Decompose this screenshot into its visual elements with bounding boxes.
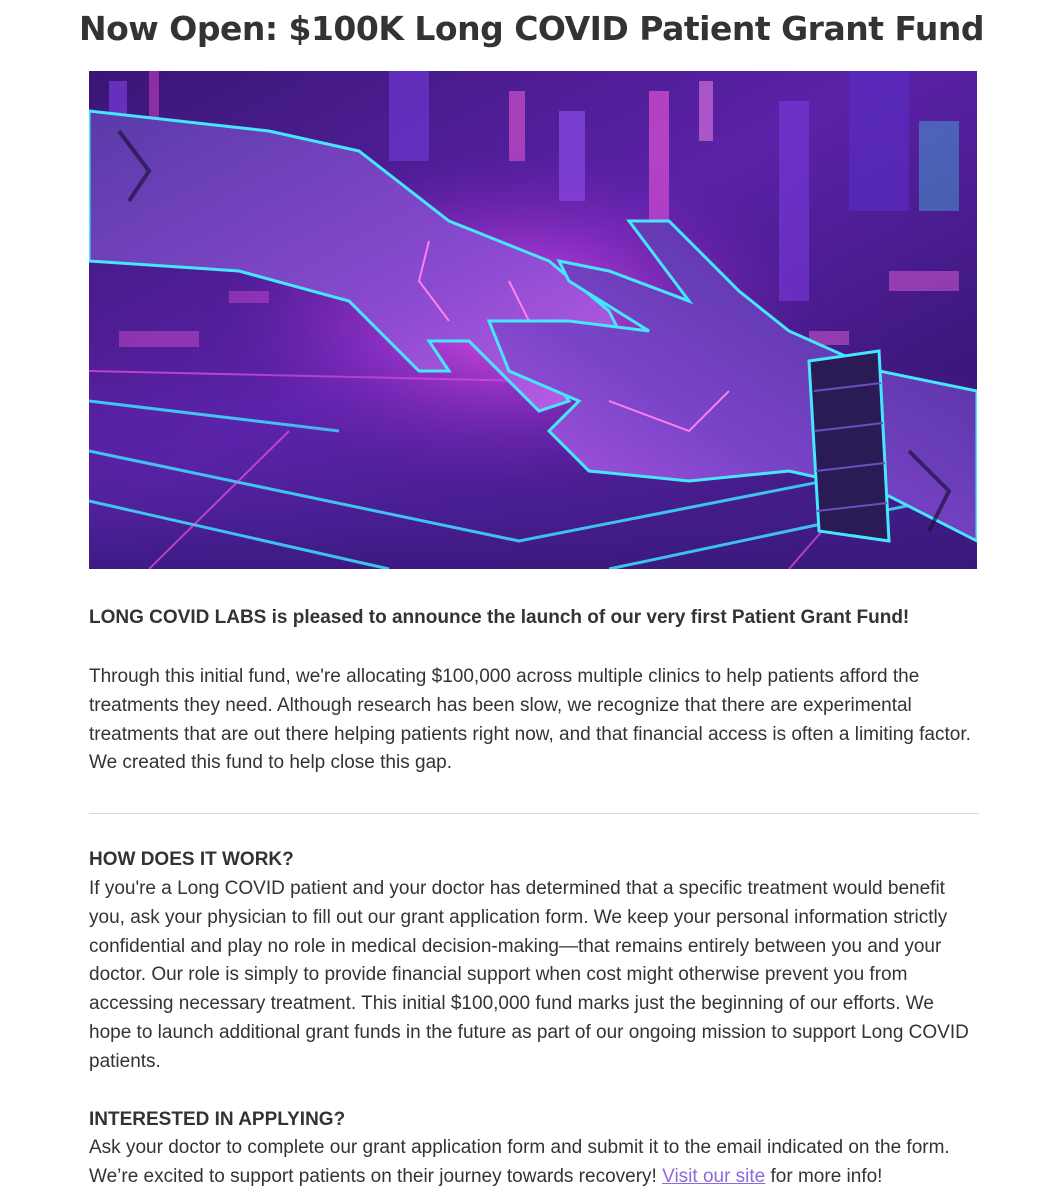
applying-paragraph <box>89 1134 979 1192</box>
hero-illustration-icon <box>89 71 977 569</box>
how-it-works-paragraph: If you're a Long COVID patient and your doctor has determined that a specific treatment would benefit you, ask your physician to fill out our grant application form. We keep your personal information strictly confidential and play no role in medical decision-making—that remains entirely between you and your doctor. Our role is simply to provide financial support when cost might otherwise prevent you from accessing necessary treatment. This initial $100,000 fund marks just the beginning of our efforts. We hope to launch additional grant funds in the future as part of our ongoing mission to support Long COVID patients. <box>89 877 969 1072</box>
page-title: Now Open: $100K Long COVID Patient Grant Fund <box>79 9 984 48</box>
applying-text-after-link: for more info! <box>765 1166 883 1188</box>
applying-text-before-link: Ask your doctor to complete our grant application form and submit it to the email indicated on the form. We’re excited to support patients on their journey towards recovery! <box>89 1137 950 1188</box>
intro-paragraph: Through this initial fund, we're allocating $100,000 across multiple clinics to help patients afford the treatments they need. Although research has been slow, we recognize that there are experimental treatments that are out there helping patients right now, and that financial access is often a limiting factor. We created this fund to help close this gap. <box>89 666 971 774</box>
how-it-works-heading: HOW DOES IT WORK? <box>89 849 294 871</box>
visit-site-link[interactable]: Visit our site <box>662 1166 766 1188</box>
article-body <box>89 604 979 1192</box>
section-divider <box>89 813 979 814</box>
intro-lead: LONG COVID LABS is pleased to announce the launch of our very first Patient Grant Fund! <box>89 607 910 628</box>
applying-heading: INTERESTED IN APPLYING? <box>89 1108 346 1130</box>
